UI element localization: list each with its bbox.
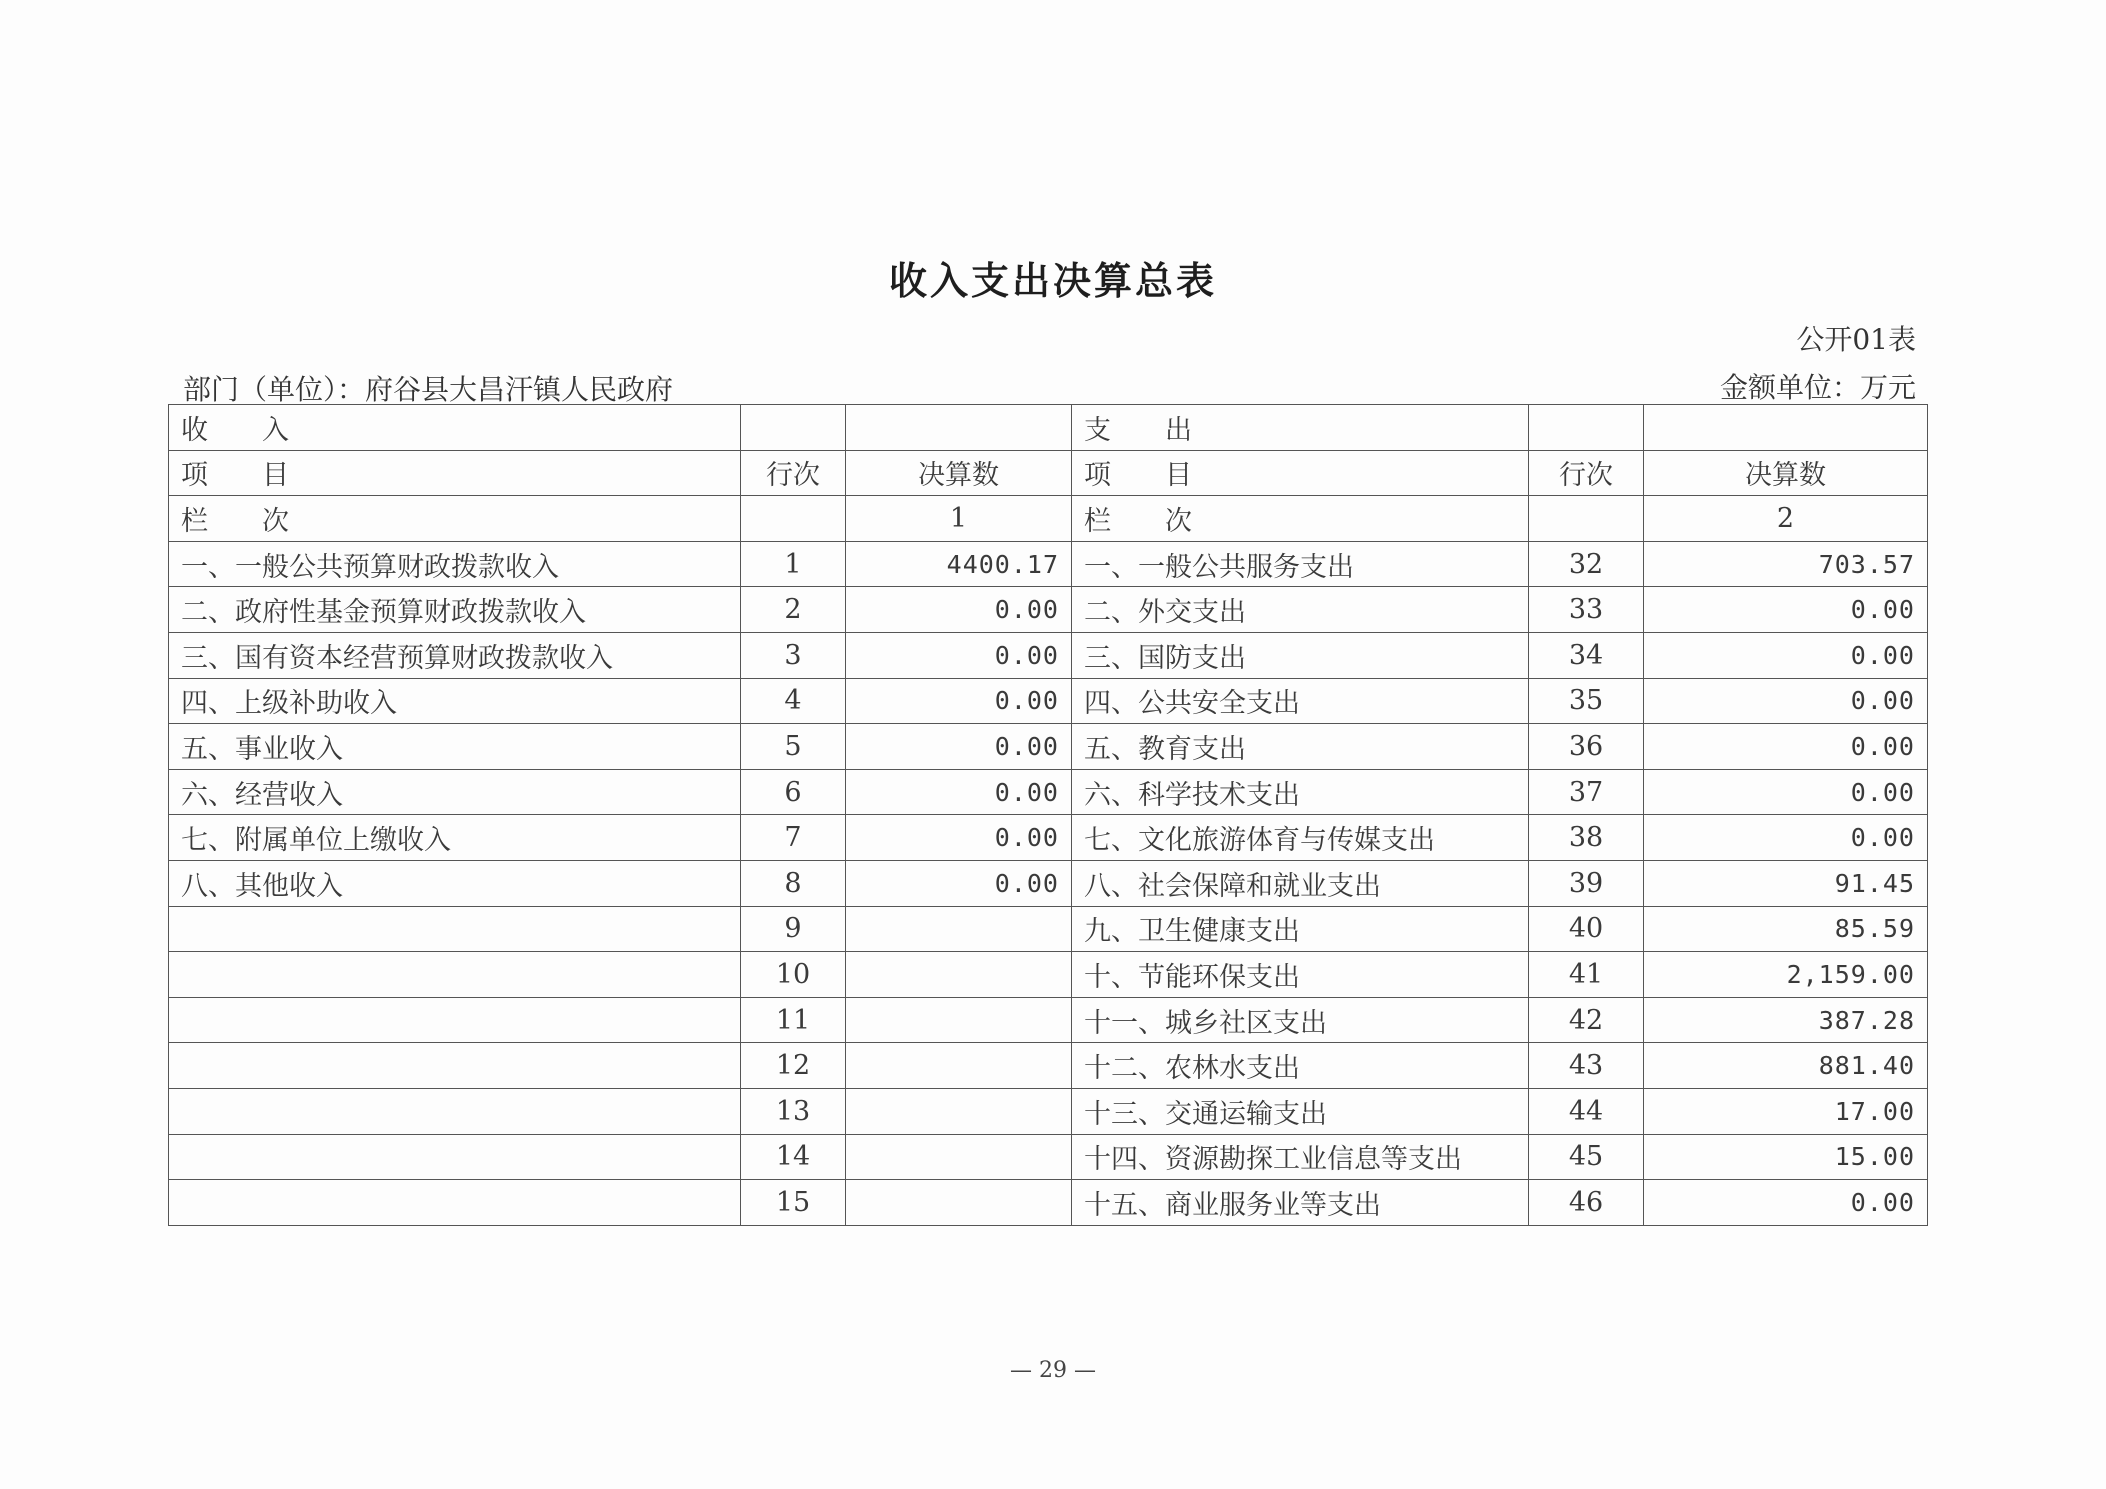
expense-amount: 2,159.00 [1644,952,1928,998]
table-row [169,860,1928,906]
income-item: 二、政府性基金预算财政拨款收入 [169,587,741,633]
income-line-number: 11 [741,997,846,1043]
income-item: 五、事业收入 [169,724,741,770]
income-amount [846,1043,1072,1089]
amount-unit-label: 金额单位：万元 [1719,371,1916,404]
form-number: 公开01表 [1796,323,1916,356]
header-row-section [169,405,1928,451]
expense-amount: 703.57 [1644,541,1928,587]
expense-line-number: 37 [1529,769,1644,815]
expense-amount: 91.45 [1644,860,1928,906]
income-line-number: 12 [741,1043,846,1089]
income-item [169,1180,741,1226]
expense-line-number: 36 [1529,724,1644,770]
expense-amount: 17.00 [1644,1088,1928,1134]
expense-item: 二、外交支出 [1072,587,1529,633]
income-item [169,1134,741,1180]
income-amount: 0.00 [846,724,1072,770]
income-amount: 0.00 [846,632,1072,678]
income-line-number: 3 [741,632,846,678]
expense-line-number: 39 [1529,860,1644,906]
income-item [169,952,741,998]
income-line-number: 14 [741,1134,846,1180]
income-line-number: 7 [741,815,846,861]
income-item: 七、附属单位上缴收入 [169,815,741,861]
expense-line-number: 40 [1529,906,1644,952]
empty-cell [741,496,846,542]
expense-amount: 0.00 [1644,678,1928,724]
income-item: 三、国有资本经营预算财政拨款收入 [169,632,741,678]
expense-line-number: 35 [1529,678,1644,724]
expense-amount: 85.59 [1644,906,1928,952]
table-row [169,1043,1928,1089]
expense-line-number: 44 [1529,1088,1644,1134]
expense-item: 十一、城乡社区支出 [1072,997,1529,1043]
income-item [169,997,741,1043]
expense-item: 五、教育支出 [1072,724,1529,770]
income-line-number: 15 [741,1180,846,1226]
income-amount: 0.00 [846,815,1072,861]
expense-item: 十二、农林水支出 [1072,1043,1529,1089]
header-row-columns [169,450,1928,496]
expense-amount: 881.40 [1644,1043,1928,1089]
income-line-number: 2 [741,587,846,633]
income-amount: 0.00 [846,769,1072,815]
table-row [169,906,1928,952]
income-line-number: 8 [741,860,846,906]
expense-line-number: 38 [1529,815,1644,861]
income-line-number: 10 [741,952,846,998]
income-amount [846,952,1072,998]
expense-amount: 15.00 [1644,1134,1928,1180]
expense-amount: 0.00 [1644,1180,1928,1226]
table-row [169,587,1928,633]
table-row [169,632,1928,678]
income-col-label: 栏 次 [169,496,741,542]
expense-line-number: 32 [1529,541,1644,587]
expense-line-number: 45 [1529,1134,1644,1180]
expense-amount: 0.00 [1644,769,1928,815]
empty-cell [1644,405,1928,451]
table-row [169,1180,1928,1226]
expense-line-number: 34 [1529,632,1644,678]
income-line-number: 1 [741,541,846,587]
income-line-number: 9 [741,906,846,952]
income-amount-header: 决算数 [846,450,1072,496]
income-item-header: 项 目 [169,450,741,496]
expense-line-number: 33 [1529,587,1644,633]
table-row [169,678,1928,724]
income-section-header: 收 入 [169,405,741,451]
expense-amount: 0.00 [1644,815,1928,861]
expense-line-number: 41 [1529,952,1644,998]
income-col-index: 1 [846,496,1072,542]
table-row [169,997,1928,1043]
header-row-column-index [169,496,1928,542]
department-label: 部门（单位）：府谷县大昌汗镇人民政府 [183,373,674,406]
income-item: 八、其他收入 [169,860,741,906]
table-row [169,724,1928,770]
income-expense-table [168,404,1928,1226]
income-line-header: 行次 [741,450,846,496]
empty-cell [741,405,846,451]
empty-cell [846,405,1072,451]
expense-col-label: 栏 次 [1072,496,1529,542]
expense-item: 一、一般公共服务支出 [1072,541,1529,587]
expense-amount: 0.00 [1644,724,1928,770]
expense-line-number: 46 [1529,1180,1644,1226]
page-title: 收入支出决算总表 [888,258,1217,303]
income-line-number: 6 [741,769,846,815]
expense-item: 四、公共安全支出 [1072,678,1529,724]
expense-item: 九、卫生健康支出 [1072,906,1529,952]
expense-line-number: 43 [1529,1043,1644,1089]
expense-col-index: 2 [1644,496,1928,542]
income-amount [846,1134,1072,1180]
expense-item: 八、社会保障和就业支出 [1072,860,1529,906]
income-line-number: 5 [741,724,846,770]
expense-item: 十四、资源勘探工业信息等支出 [1072,1134,1529,1180]
table-row [169,952,1928,998]
income-item [169,1088,741,1134]
expense-amount-header: 决算数 [1644,450,1928,496]
expense-item-header: 项 目 [1072,450,1529,496]
table-row [169,1134,1928,1180]
expense-amount: 0.00 [1644,587,1928,633]
income-item [169,1043,741,1089]
expense-item: 十、节能环保支出 [1072,952,1529,998]
expense-item: 三、国防支出 [1072,632,1529,678]
table-row [169,541,1928,587]
income-amount [846,997,1072,1043]
expense-item: 六、科学技术支出 [1072,769,1529,815]
expense-amount: 0.00 [1644,632,1928,678]
income-amount [846,906,1072,952]
income-item [169,906,741,952]
expense-amount: 387.28 [1644,997,1928,1043]
income-item: 一、一般公共预算财政拨款收入 [169,541,741,587]
income-item: 六、经营收入 [169,769,741,815]
income-amount: 0.00 [846,860,1072,906]
expense-item: 十五、商业服务业等支出 [1072,1180,1529,1226]
expense-item: 十三、交通运输支出 [1072,1088,1529,1134]
page-number: — 29 — [1010,1358,1096,1383]
table-row [169,769,1928,815]
income-line-number: 13 [741,1088,846,1134]
table-row [169,815,1928,861]
income-amount: 0.00 [846,587,1072,633]
income-amount: 4400.17 [846,541,1072,587]
income-amount [846,1180,1072,1226]
income-item: 四、上级补助收入 [169,678,741,724]
income-line-number: 4 [741,678,846,724]
table-row [169,1088,1928,1134]
expense-line-header: 行次 [1529,450,1644,496]
expense-line-number: 42 [1529,997,1644,1043]
income-amount: 0.00 [846,678,1072,724]
empty-cell [1529,496,1644,542]
expense-section-header: 支 出 [1072,405,1529,451]
expense-item: 七、文化旅游体育与传媒支出 [1072,815,1529,861]
income-amount [846,1088,1072,1134]
empty-cell [1529,405,1644,451]
